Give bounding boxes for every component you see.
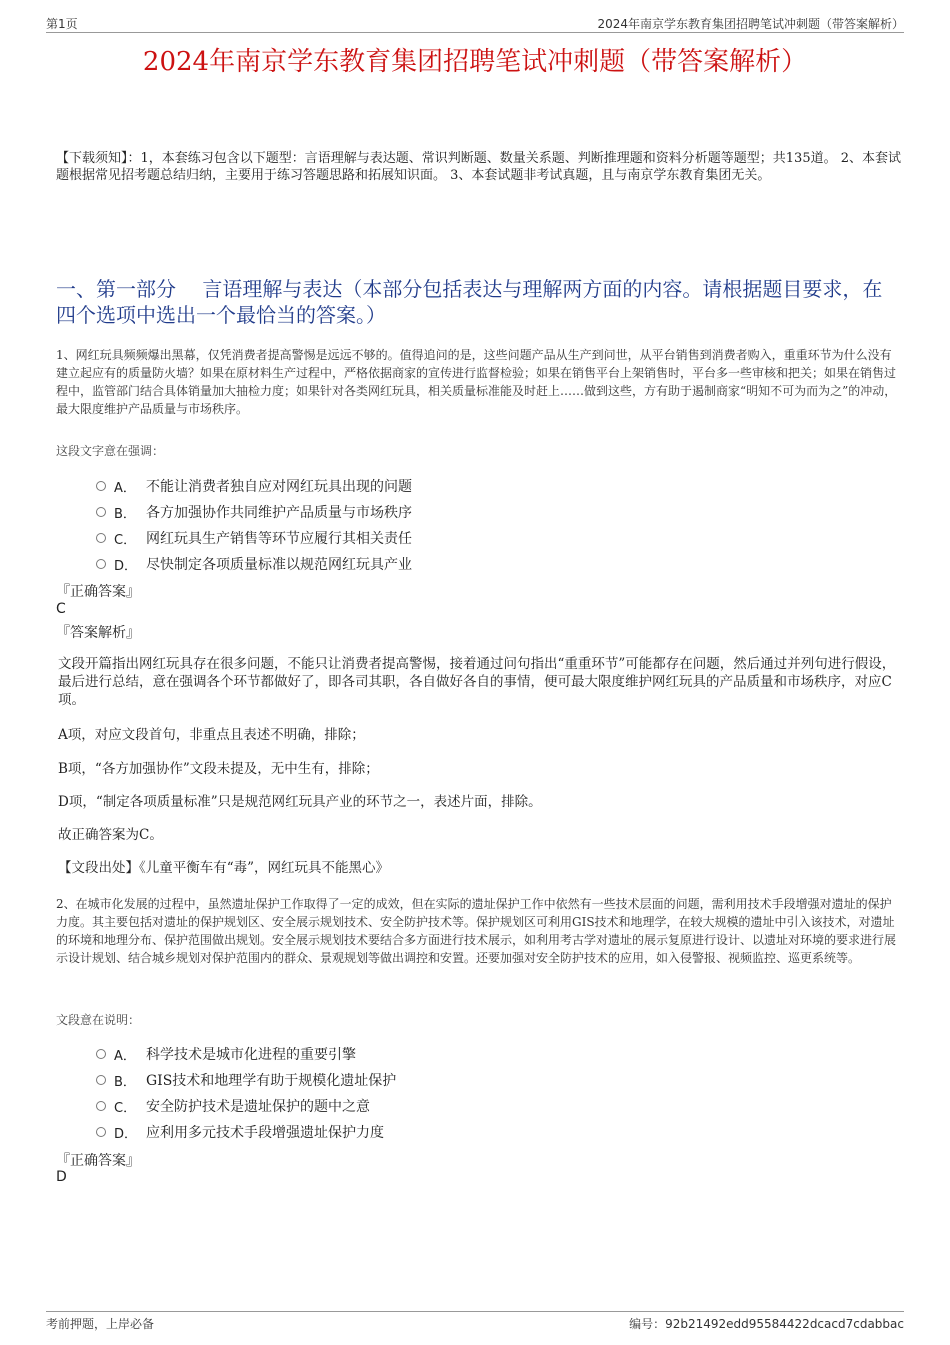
correct-answer: C [56,601,66,617]
radio-icon[interactable] [96,507,106,517]
source-citation: 【文段出处】《儿童平衡车有“毒”，网红玩具不能黑心》 [58,860,390,876]
option-c[interactable]: C． 网红玩具生产销售等环节应履行其相关责任 [96,525,896,551]
question-1-stem: 1、网红玩具频频爆出黑幕，仅凭消费者提高警惕是远远不够的。值得追问的是，这些问题产品从生产到问世，从平台销售到消费者购入，重重环节为什么没有建立起应有的质量防火墙？如果在原材料生产过程中，严格依据商家的宣传进行监督检验；如果在销售平台上架销售时，平台多一些审核和把关；如果在销售过程中，监管部门结合具体销量加大抽检力度；如果针对各类网红玩具，相关质量标准能及时赶上……做到这些，方有助于遏制商家“明知不可为而为之”的冲动，最大限度维护产品质量与市场秩序。 [56,348,897,416]
analysis-paragraph: A项，对应文段首句，非重点且表述不明确，排除； [58,727,365,743]
download-notice: 【下载须知】：1，本套练习包含以下题型：言语理解与表达题、常识判断题、数量关系题、判断推理题和资料分析题等题型；共135道。 2、本套试题根据常见招考题总结归纳，主要用于练习答题思路和拓展知识面。 3、本套试题非考试真题，且与南京学东教育集团无关。 [56,151,901,183]
radio-icon[interactable] [96,1049,106,1059]
option-c[interactable]: C． 安全防护技术是遗址保护的题中之意 [96,1093,896,1119]
option-d[interactable]: D． 尽快制定各项质量标准以规范网红玩具产业 [96,551,896,577]
question-2-prompt: 文段意在说明： [56,1013,141,1027]
page-header [46,14,904,33]
question-2-options [96,1041,896,1145]
option-b[interactable]: B． 各方加强协作共同维护产品质量与市场秩序 [96,499,896,525]
option-a[interactable]: A． 科学技术是城市化进程的重要引擎 [96,1041,896,1067]
footer-slogan: 考前押题，上岸必备 [46,1317,155,1331]
option-a[interactable]: A． 不能让消费者独自应对网红玩具出现的问题 [96,473,896,499]
page-footer [46,1311,904,1332]
question-1-options [96,473,896,577]
radio-icon[interactable] [96,533,106,543]
document-id: 编号：92b21492edd95584422dcacd7cdabbac [629,1317,904,1331]
question-1-prompt: 这段文字意在强调： [56,444,165,458]
answer-label: 『正确答案』 [56,1153,140,1169]
header-doc-title: 2024年南京学东教育集团招聘笔试冲刺题（带答案解析） [597,17,904,31]
radio-icon[interactable] [96,1127,106,1137]
question-2-stem: 2、在城市化发展的过程中，虽然遗址保护工作取得了一定的成效，但在实际的遗址保护工作中依然有一些技术层面的问题，需利用技术手段增强对遗址的保护力度。其主要包括对遗址的保护规划区、安全展示规划技术、安全防护技术等。保护规划区可利用GIS技术和地理学，在较大规模的遗址中引入该技术，对遗址的环境和地理分布、保护范围做出规划。安全展示规划技术要结合多方面进行技术展示，如利用考古学对遗址的展示复原进行设计、以遗址对环境的要求进行展示设计规划、结合城乡规划对保护范围内的群众、景观规划等做出调控和安置。还要加强对安全防护技术的应用，如入侵警报、视频监控、巡更系统等。 [56,897,897,965]
radio-icon[interactable] [96,481,106,491]
analysis-paragraph: 故正确答案为C。 [58,827,163,843]
option-b[interactable]: B． GIS技术和地理学有助于规模化遗址保护 [96,1067,896,1093]
option-d[interactable]: D． 应利用多元技术手段增强遗址保护力度 [96,1119,896,1145]
analysis-paragraph: B项，“各方加强协作”文段未提及，无中生有，排除； [58,761,379,777]
answer-label: 『正确答案』 [56,584,140,600]
page-title: 2024年南京学东教育集团招聘笔试冲刺题（带答案解析） [142,47,808,77]
analysis-paragraph: 文段开篇指出网红玩具存在很多问题，不能只让消费者提高警惕，接着通过问句指出“重重环节”可能都存在问题，然后通过并列句进行假设，最后进行总结，意在强调各个环节都做好了，即各司其职，各自做好各自的事情，便可最大限度维护网红玩具的产品质量和市场秩序，对应C项。 [58,656,896,708]
analysis-label: 『答案解析』 [56,625,140,641]
correct-answer: D [56,1169,67,1185]
analysis-paragraph: D项，“制定各项质量标准”只是规范网红玩具产业的环节之一，表述片面，排除。 [58,794,542,810]
radio-icon[interactable] [96,1101,106,1111]
radio-icon[interactable] [96,1075,106,1085]
page-number: 第1页 [46,17,78,31]
radio-icon[interactable] [96,559,106,569]
section-title: 一、第一部分 言语理解与表达（本部分包括表达与理解两方面的内容。请根据题目要求，在四个选项中选出一个最恰当的答案。） [56,277,883,327]
